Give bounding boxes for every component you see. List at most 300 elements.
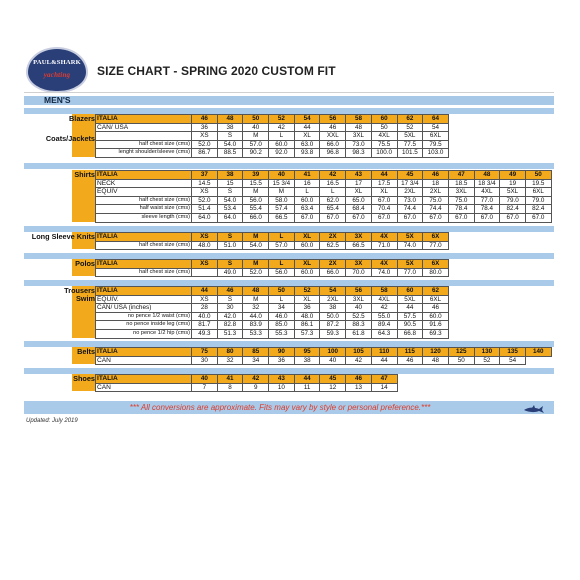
size-cell: 67.0 [294, 213, 320, 222]
size-cell: 135 [500, 348, 526, 357]
size-cell: 30 [192, 356, 218, 365]
table-row [96, 356, 552, 365]
size-cell: 48 [217, 115, 243, 124]
row-label: no pence inside leg (cms) [96, 321, 192, 330]
size-cell: 50 [371, 123, 397, 132]
size-cell: 50 [243, 115, 269, 124]
logo-text: PAUL&SHARK [33, 59, 81, 66]
size-cell: 92.0 [269, 149, 295, 158]
size-cell: 6X [423, 233, 449, 242]
size-cell: 54.0 [217, 140, 243, 149]
size-cell: S [217, 260, 243, 269]
size-cell: 30 [217, 304, 243, 313]
size-cell: 140 [525, 348, 551, 357]
size-cell: 10 [269, 383, 295, 392]
size-cell: 87.2 [320, 321, 346, 330]
size-cell: 14 [371, 383, 397, 392]
size-cell: 42 [243, 375, 269, 384]
size-cell: 69.3 [423, 329, 449, 338]
size-cell: 65.0 [346, 196, 372, 205]
row-label: CAN [96, 356, 192, 365]
size-cell: 66.0 [243, 213, 269, 222]
size-table [95, 286, 449, 339]
size-cell: 40 [346, 304, 372, 313]
size-cell: 42.0 [217, 312, 243, 321]
size-cell: XL [294, 233, 320, 242]
size-cell: 54 [320, 287, 346, 296]
size-cell: 86.7 [192, 149, 218, 158]
size-cell: 66.5 [269, 213, 295, 222]
size-cell: 85.0 [269, 321, 295, 330]
size-cell: 105 [346, 348, 372, 357]
size-cell: 46 [397, 356, 423, 365]
category-label: Trousers [64, 285, 95, 295]
size-cell: 58 [346, 115, 372, 124]
size-cell: 89.4 [371, 321, 397, 330]
size-cell: 67.0 [500, 213, 526, 222]
size-cell: 74.4 [397, 205, 423, 214]
table-row [96, 321, 449, 330]
size-cell: 3X [346, 260, 372, 269]
size-cell: 75 [192, 348, 218, 357]
size-cell: 39 [243, 171, 269, 180]
table-row [96, 268, 449, 277]
size-cell: M [243, 295, 269, 304]
section-divider [24, 163, 554, 169]
size-cell: XL [371, 188, 397, 197]
size-cell: 51.4 [192, 205, 218, 214]
size-cell: 57.4 [269, 205, 295, 214]
size-cell: 90.2 [243, 149, 269, 158]
size-cell: 80.0 [423, 268, 449, 277]
size-cell: 64.0 [217, 213, 243, 222]
size-cell: 66.5 [346, 241, 372, 250]
size-table [95, 170, 552, 223]
size-cell: 4XL [371, 295, 397, 304]
size-cell: 80 [217, 348, 243, 357]
row-label: ITALIA [96, 375, 192, 384]
table-row [96, 132, 449, 141]
table-row [96, 171, 552, 180]
size-cell: 6XL [423, 295, 449, 304]
size-cell: 42 [269, 123, 295, 132]
row-label: ITALIA [96, 233, 192, 242]
size-cell: 64 [423, 115, 449, 124]
size-cell: L [269, 233, 295, 242]
size-cell: 46 [192, 115, 218, 124]
table-row [96, 348, 552, 357]
size-cell: 98.3 [346, 149, 372, 158]
size-cell: M [243, 260, 269, 269]
size-cell: 60.0 [294, 268, 320, 277]
row-label: CAN [96, 383, 192, 392]
size-cell: 3XL [346, 295, 372, 304]
size-cell: 56.0 [243, 196, 269, 205]
size-cell: 46 [423, 171, 449, 180]
size-cell: 40 [192, 375, 218, 384]
table-row [96, 188, 552, 197]
size-cell: 57.0 [269, 241, 295, 250]
size-cell: 52 [294, 287, 320, 296]
size-cell: 6XL [525, 188, 551, 197]
size-cell: 53.4 [217, 205, 243, 214]
row-label: CAN/ USA [96, 123, 192, 132]
size-cell: 43 [346, 171, 372, 180]
size-cell: 50 [269, 287, 295, 296]
size-cell: 67.0 [346, 213, 372, 222]
row-label: no pence 1/2 waist (cms) [96, 312, 192, 321]
size-cell: 44.0 [243, 312, 269, 321]
table-row [96, 287, 449, 296]
size-cell: 55.3 [269, 329, 295, 338]
size-cell: 64.3 [371, 329, 397, 338]
size-table [95, 374, 398, 392]
size-cell: 91.6 [423, 321, 449, 330]
table-row [96, 123, 449, 132]
size-cell: 46 [217, 287, 243, 296]
row-label: ITALIA [96, 171, 192, 180]
size-cell: L [269, 260, 295, 269]
size-cell: XL [346, 188, 372, 197]
size-cell: 36 [192, 123, 218, 132]
size-cell: 81.7 [192, 321, 218, 330]
size-cell: XL [294, 260, 320, 269]
size-cell: 44 [294, 375, 320, 384]
size-cell: 96.8 [320, 149, 346, 158]
size-cell: 88.5 [217, 149, 243, 158]
size-cell: 100 [320, 348, 346, 357]
size-cell: 68.4 [346, 205, 372, 214]
size-cell: 4XL [474, 188, 500, 197]
size-cell: 67.0 [371, 196, 397, 205]
row-label: ITALIA [96, 287, 192, 296]
size-cell: 38 [320, 304, 346, 313]
size-cell: 19.5 [525, 179, 551, 188]
size-cell: 12 [320, 383, 346, 392]
table-row [96, 213, 552, 222]
shark-icon [523, 404, 545, 414]
size-cell: 17 [346, 179, 372, 188]
size-cell: XL [294, 132, 320, 141]
size-cell: 36 [269, 356, 295, 365]
table-row [96, 115, 449, 124]
table-row [96, 312, 449, 321]
size-cell: 4X [371, 233, 397, 242]
size-cell: 50.0 [320, 312, 346, 321]
size-cell: S [217, 233, 243, 242]
brand-logo [26, 47, 88, 93]
size-cell: 49.3 [192, 329, 218, 338]
size-cell: XXL [320, 132, 346, 141]
table-row [96, 383, 398, 392]
size-cell: 100.0 [371, 149, 397, 158]
size-cell: 62.5 [320, 241, 346, 250]
header-divider [24, 92, 554, 93]
size-cell: L [320, 188, 346, 197]
size-cell: 60 [397, 287, 423, 296]
size-cell: 2XL [320, 295, 346, 304]
row-label: NECK [96, 179, 192, 188]
size-cell: 50 [525, 171, 551, 180]
size-cell: 8 [217, 383, 243, 392]
size-cell: 34 [269, 304, 295, 313]
size-cell: 120 [423, 348, 449, 357]
size-cell: 5X [397, 233, 423, 242]
size-cell: 75.5 [371, 140, 397, 149]
size-cell: 48.0 [294, 312, 320, 321]
size-cell: 2XL [423, 188, 449, 197]
size-cell: 103.0 [423, 149, 449, 158]
size-cell: 16 [294, 179, 320, 188]
size-cell: 51.3 [217, 329, 243, 338]
size-cell: 40 [320, 356, 346, 365]
size-cell: 44 [371, 171, 397, 180]
size-cell: 66.0 [320, 140, 346, 149]
category-label: Long Sleeve Knits [31, 231, 95, 241]
size-cell: 3XL [448, 188, 474, 197]
size-cell: 18 3/4 [474, 179, 500, 188]
size-cell: 38 [217, 171, 243, 180]
size-cell: 54.0 [243, 241, 269, 250]
size-cell: 44 [371, 356, 397, 365]
size-table [95, 232, 449, 250]
size-cell: 6XL [423, 132, 449, 141]
size-cell: 40 [243, 123, 269, 132]
size-cell: 3XL [346, 132, 372, 141]
size-cell: 67.0 [474, 213, 500, 222]
size-cell: 42 [320, 171, 346, 180]
size-cell: 74.0 [397, 241, 423, 250]
size-cell: L [269, 132, 295, 141]
size-cell: 115 [397, 348, 423, 357]
size-cell: 61.8 [346, 329, 372, 338]
size-cell: 54 [500, 356, 526, 365]
size-cell: 95 [294, 348, 320, 357]
size-cell: 82.4 [525, 205, 551, 214]
table-row [96, 329, 449, 338]
category-label: Coats/Jackets [45, 133, 95, 143]
size-cell: 58 [371, 287, 397, 296]
size-cell: 60 [371, 115, 397, 124]
size-cell: 67.0 [320, 213, 346, 222]
category-label: Shoes [73, 373, 95, 383]
size-cell: 32 [217, 356, 243, 365]
size-cell: 5XL [500, 188, 526, 197]
row-label: sleeve length (cms) [96, 213, 192, 222]
size-cell: 3X [346, 233, 372, 242]
size-cell: 57.5 [397, 312, 423, 321]
size-cell: 2XL [397, 188, 423, 197]
size-cell: 44 [192, 287, 218, 296]
size-cell: 4XL [371, 132, 397, 141]
size-cell: 60.0 [294, 241, 320, 250]
size-cell: 47 [448, 171, 474, 180]
size-cell: 40 [269, 171, 295, 180]
category-label: Blazers [69, 113, 95, 123]
size-cell: 46 [346, 375, 372, 384]
size-cell: 52 [397, 123, 423, 132]
size-cell: 47 [371, 375, 397, 384]
row-label: half chest size (cms) [96, 196, 192, 205]
size-cell: 62.0 [320, 196, 346, 205]
size-cell: 62 [397, 115, 423, 124]
size-cell: 55.0 [371, 312, 397, 321]
size-cell: 73.0 [397, 196, 423, 205]
logo-script: yachting [43, 71, 71, 79]
section-bar [24, 96, 554, 105]
size-cell: 59.3 [320, 329, 346, 338]
size-cell: XS [192, 295, 218, 304]
size-cell: 125 [448, 348, 474, 357]
size-cell: M [243, 233, 269, 242]
section-title: MEN'S [44, 95, 71, 105]
table-row [96, 304, 449, 313]
size-cell: 16.5 [320, 179, 346, 188]
size-cell: 53.3 [243, 329, 269, 338]
disclaimer-note: *** All conversions are approximate. Fits may vary by style or personal preference.*** [129, 403, 431, 412]
size-cell: 101.5 [397, 149, 423, 158]
size-cell: 56 [320, 115, 346, 124]
size-cell: M [243, 132, 269, 141]
size-cell: 5XL [397, 132, 423, 141]
size-cell: 15.5 [243, 179, 269, 188]
size-cell: 11 [294, 383, 320, 392]
size-table [95, 259, 449, 277]
size-cell: 48.0 [192, 241, 218, 250]
size-cell [192, 268, 218, 277]
size-cell: 90.5 [397, 321, 423, 330]
size-cell: 37 [192, 171, 218, 180]
size-cell: 41 [217, 375, 243, 384]
size-cell: S [217, 295, 243, 304]
table-row [96, 241, 449, 250]
size-cell: 49.0 [217, 268, 243, 277]
size-cell: 13 [346, 383, 372, 392]
size-cell: L [294, 188, 320, 197]
table-row [96, 295, 449, 304]
size-cell: 50 [448, 356, 474, 365]
size-cell: 15 3/4 [269, 179, 295, 188]
size-cell: 48 [346, 123, 372, 132]
size-cell: 67.0 [448, 213, 474, 222]
size-cell: 45 [397, 171, 423, 180]
size-cell: 48 [474, 171, 500, 180]
size-cell: 77.0 [397, 268, 423, 277]
size-cell: 51.0 [217, 241, 243, 250]
row-label: no pence 1/2 hip (cms) [96, 329, 192, 338]
size-cell: 60.0 [294, 196, 320, 205]
size-cell: 63.4 [294, 205, 320, 214]
size-cell: 56.0 [269, 268, 295, 277]
row-label: CAN/ USA (inches) [96, 304, 192, 313]
table-row [96, 140, 449, 149]
size-cell: 75.0 [448, 196, 474, 205]
size-cell: 44 [397, 304, 423, 313]
row-label: half chest size (cms) [96, 140, 192, 149]
size-cell: 64.0 [192, 213, 218, 222]
size-cell: 130 [474, 348, 500, 357]
size-cell: 46.0 [269, 312, 295, 321]
size-cell: 93.8 [294, 149, 320, 158]
row-label: lenght shoulder/sleeve (cms) [96, 149, 192, 158]
size-cell: 56 [346, 287, 372, 296]
size-cell: 86.1 [294, 321, 320, 330]
size-cell: 38 [294, 356, 320, 365]
size-cell: XS [192, 260, 218, 269]
size-cell: 74.0 [371, 268, 397, 277]
size-cell: 66.0 [320, 268, 346, 277]
size-cell: 2X [320, 260, 346, 269]
size-cell: 73.0 [346, 140, 372, 149]
size-cell: 17.5 [371, 179, 397, 188]
category-label: Swim [75, 294, 95, 303]
size-cell: 65.4 [320, 205, 346, 214]
size-cell: 79.0 [500, 196, 526, 205]
size-cell: 52.0 [192, 196, 218, 205]
size-cell: 32 [243, 304, 269, 313]
size-cell: M [243, 188, 269, 197]
size-cell: 90 [269, 348, 295, 357]
table-row [96, 205, 552, 214]
size-cell: 77.0 [474, 196, 500, 205]
size-cell: 14.5 [192, 179, 218, 188]
size-cell: 71.0 [371, 241, 397, 250]
size-cell: 52 [474, 356, 500, 365]
size-cell: 85 [243, 348, 269, 357]
size-cell: 79.5 [423, 140, 449, 149]
size-cell: 9 [243, 383, 269, 392]
size-cell: 18 [423, 179, 449, 188]
size-cell: 46 [423, 304, 449, 313]
size-cell: 19 [500, 179, 526, 188]
size-cell: 15 [217, 179, 243, 188]
size-cell: 83.9 [243, 321, 269, 330]
size-cell: 44 [294, 123, 320, 132]
table-row [96, 196, 552, 205]
row-label [96, 132, 192, 141]
size-cell: 57.0 [243, 140, 269, 149]
category-label: Belts [77, 346, 95, 356]
size-cell: 77.5 [397, 140, 423, 149]
size-cell: 5XL [397, 295, 423, 304]
size-cell: 78.4 [474, 205, 500, 214]
size-cell: 82.8 [217, 321, 243, 330]
size-cell: 54.0 [217, 196, 243, 205]
table-row [96, 233, 449, 242]
size-cell: S [217, 132, 243, 141]
size-cell: 75.0 [423, 196, 449, 205]
size-cell: 40.0 [192, 312, 218, 321]
category-label: Polos [75, 258, 95, 268]
row-label: ITALIA [96, 115, 192, 124]
size-cell: 52.0 [192, 140, 218, 149]
table-row [96, 260, 449, 269]
row-label: half chest size (cms) [96, 268, 192, 277]
size-cell: XS [192, 233, 218, 242]
size-cell: 43 [269, 375, 295, 384]
size-table [95, 114, 449, 158]
size-cell: 110 [371, 348, 397, 357]
size-cell: 52.5 [346, 312, 372, 321]
size-cell: 60.0 [423, 312, 449, 321]
size-cell: 88.3 [346, 321, 372, 330]
size-cell: 41 [294, 171, 320, 180]
size-cell: 17 3/4 [397, 179, 423, 188]
row-label: ITALIA [96, 348, 192, 357]
row-label: ITALIA [96, 260, 192, 269]
size-cell: 67.0 [525, 213, 551, 222]
size-cell: 60.0 [269, 140, 295, 149]
